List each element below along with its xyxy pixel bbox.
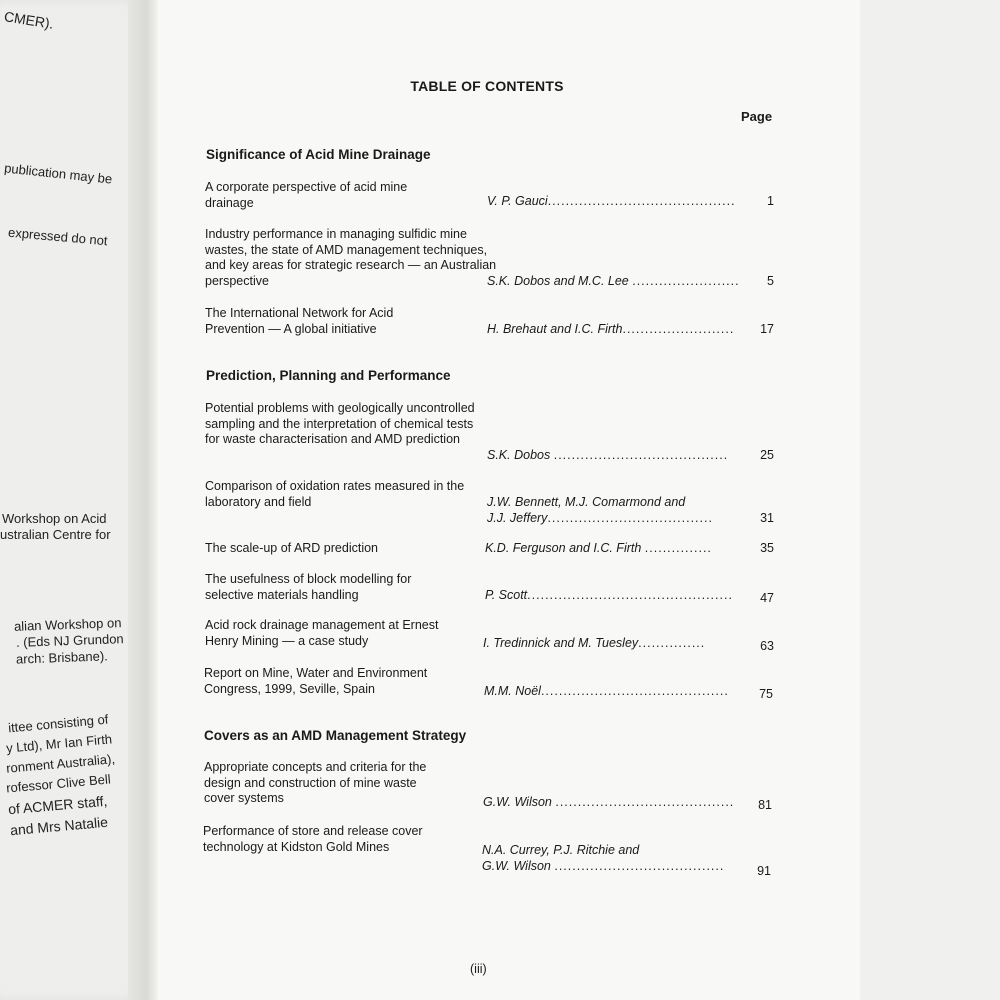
- left-text-fragment: ronment Australia),: [5, 751, 116, 776]
- left-text-fragment: Workshop on Acid: [2, 511, 107, 526]
- entry-author-line: N.A. Currey, P.J. Ritchie and: [482, 843, 640, 857]
- entry-page: 63: [760, 639, 774, 653]
- section-heading: Significance of Acid Mine Drainage: [206, 147, 431, 162]
- entry-author: G.W. Wilson ........................................: [483, 795, 735, 809]
- entry-author: H. Brehaut and I.C. Firth.........................: [487, 322, 735, 336]
- entry-page: 1: [767, 194, 774, 208]
- left-text-fragment: ustralian Centre for: [0, 527, 111, 542]
- entry-author: K.D. Ferguson and I.C. Firth ...............: [485, 541, 712, 555]
- entry-author: M.M. Noël..........................................: [484, 684, 729, 698]
- left-text-fragment: y Ltd), Mr Ian Firth: [5, 731, 113, 756]
- entry-title: Industry performance in managing sulfidic mine wastes, the state of AMD management techniques, and key areas for strategic research — an Australian perspective: [205, 227, 497, 288]
- left-text-fragment: . (Eds NJ Grundon: [15, 631, 124, 650]
- entry-author-line: J.W. Bennett, M.J. Comarmond and: [487, 495, 686, 509]
- entry-page: 81: [758, 798, 772, 812]
- entry-author: V. P. Gauci..........................................: [487, 194, 736, 208]
- entry-page: 17: [760, 322, 774, 336]
- left-text-fragment: CMER).: [3, 8, 55, 32]
- entry-title: Report on Mine, Water and Environment Congress, 1999, Seville, Spain: [204, 666, 428, 696]
- entry-author: I. Tredinnick and M. Tuesley...............: [483, 636, 706, 650]
- entry-title: The International Network for Acid Prevention — A global initiative: [205, 306, 394, 336]
- left-text-fragment: alian Workshop on: [13, 615, 122, 634]
- entry-title: Potential problems with geologically uncontrolled sampling and the interpretation of chemical tests for waste characterisation and AMD prediction: [205, 401, 475, 446]
- entry-title: Acid rock drainage management at Ernest Henry Mining — a case study: [205, 618, 439, 648]
- toc-title: TABLE OF CONTENTS: [410, 78, 564, 94]
- background-surface: [860, 0, 1000, 1000]
- entry-author: S.K. Dobos and M.C. Lee ........................: [487, 274, 740, 288]
- page-column-header: Page: [741, 109, 773, 124]
- book-gutter: [128, 0, 158, 1000]
- left-text-fragment: expressed do not: [7, 224, 109, 249]
- entry-page: 5: [767, 274, 774, 288]
- entry-title: The scale-up of ARD prediction: [205, 541, 379, 555]
- entry-author: S.K. Dobos .......................................: [487, 448, 729, 462]
- left-text-fragment: ittee consisting of: [7, 711, 109, 736]
- entry-page: 47: [760, 591, 774, 605]
- entry-title: The usefulness of block modelling for selective materials handling: [205, 572, 412, 602]
- left-text-fragment: arch: Brisbane).: [15, 648, 108, 667]
- section-heading: Prediction, Planning and Performance: [206, 368, 451, 383]
- page-number-footer: (iii): [470, 962, 487, 976]
- left-text-fragment: rofessor Clive Bell: [5, 771, 112, 796]
- left-text-fragment: of ACMER staff,: [7, 792, 108, 818]
- entry-title: Comparison of oxidation rates measured in the laboratory and field: [205, 479, 465, 509]
- entry-page: 91: [757, 864, 771, 878]
- entry-title: Appropriate concepts and criteria for the design and construction of mine waste cover systems: [204, 760, 427, 805]
- section-heading: Covers as an AMD Management Strategy: [204, 728, 467, 743]
- entry-author: J.J. Jeffery.....................................: [487, 511, 713, 525]
- entry-page: 31: [760, 511, 774, 525]
- entry-author: G.W. Wilson ......................................: [482, 859, 725, 873]
- left-text-fragment: and Mrs Natalie: [9, 813, 109, 839]
- entry-page: 35: [760, 541, 774, 555]
- left-text-fragment: publication may be: [3, 160, 113, 187]
- entry-page: 75: [759, 687, 773, 701]
- entry-title: Performance of store and release cover technology at Kidston Gold Mines: [203, 824, 423, 854]
- entry-title: A corporate perspective of acid mine drainage: [205, 180, 408, 210]
- entry-author: P. Scott..............................................: [485, 588, 733, 602]
- entry-page: 25: [760, 448, 774, 462]
- previous-page: [0, 0, 140, 1000]
